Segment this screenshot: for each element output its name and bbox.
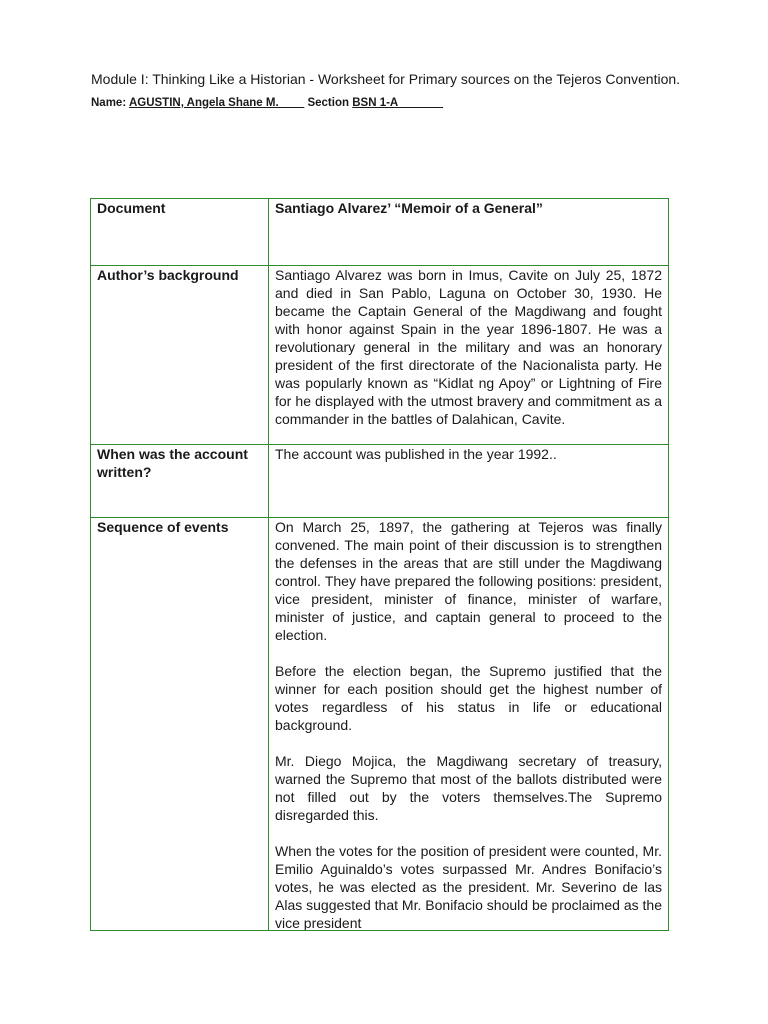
worksheet-title: Module I: Thinking Like a Historian - Worksheet for Primary sources on the Tejeros Convention. xyxy=(91,71,681,87)
document-value: Santiago Alvarez’ “Memoir of a General” xyxy=(269,199,669,266)
sequence-paragraphs xyxy=(275,518,662,930)
sequence-value xyxy=(269,518,669,931)
table-row-document xyxy=(91,199,669,266)
table-row-author xyxy=(91,266,669,445)
name-label: Name: xyxy=(91,97,127,109)
section-label: Section xyxy=(307,97,350,109)
document-label: Document xyxy=(91,199,269,266)
sequence-paragraph: When the votes for the position of president were counted, Mr. Emilio Aguinaldo’s votes surpassed Mr. Andres Bonifacio’s votes, he was elected as the president. Mr. Severino de las Alas suggested that Mr. Bonifacio should be proclaimed as the vice president xyxy=(275,843,662,930)
sequence-paragraph: On March 25, 1897, the gathering at Tejeros was finally convened. The main point of their discussion is to strengthen the defenses in the areas that are still under the Magdiwang control. They have prepared the following positions: president, vice president, minister of finance, minister of warfare, minister of justice, and captain general to proceed to the election. xyxy=(275,519,662,643)
when-label: When was the account written? xyxy=(91,445,269,518)
worksheet-table xyxy=(90,198,669,931)
section-value: BSN 1-A_______ xyxy=(352,97,443,109)
sequence-label: Sequence of events xyxy=(91,518,269,931)
student-name: AGUSTIN, Angela Shane M.____ xyxy=(128,97,305,109)
sequence-paragraph: Mr. Diego Mojica, the Magdiwang secretary of treasury, warned the Supremo that most of the ballots distributed were not filled out by the voters themselves.The Supremo disregarded this. xyxy=(275,753,662,823)
name-section-line xyxy=(91,96,691,110)
when-value: The account was published in the year 1992.. xyxy=(269,445,669,518)
table-row-sequence xyxy=(91,518,669,931)
table-row-when xyxy=(91,445,669,518)
sequence-paragraph: Before the election began, the Supremo justified that the winner for each position should get the highest number of votes regardless of his status in life or educational background. xyxy=(275,663,662,733)
author-label: Author’s background xyxy=(91,266,269,445)
worksheet-header xyxy=(91,66,691,110)
author-value: Santiago Alvarez was born in Imus, Cavite on July 25, 1872 and died in San Pablo, Laguna on October 30, 1930. He became the Captain General of the Magdiwang and fought with honor against Spain in the year 1896-1807. He was a revolutionary general in the military and was an honorary president of the first directorate of the Nacionalista party. He was popularly known as “Kidlat ng Apoy” or Lightning of Fire for he displayed with the utmost bravery and commitment as a commander in the battles of Dalahican, Cavite. xyxy=(269,266,669,445)
